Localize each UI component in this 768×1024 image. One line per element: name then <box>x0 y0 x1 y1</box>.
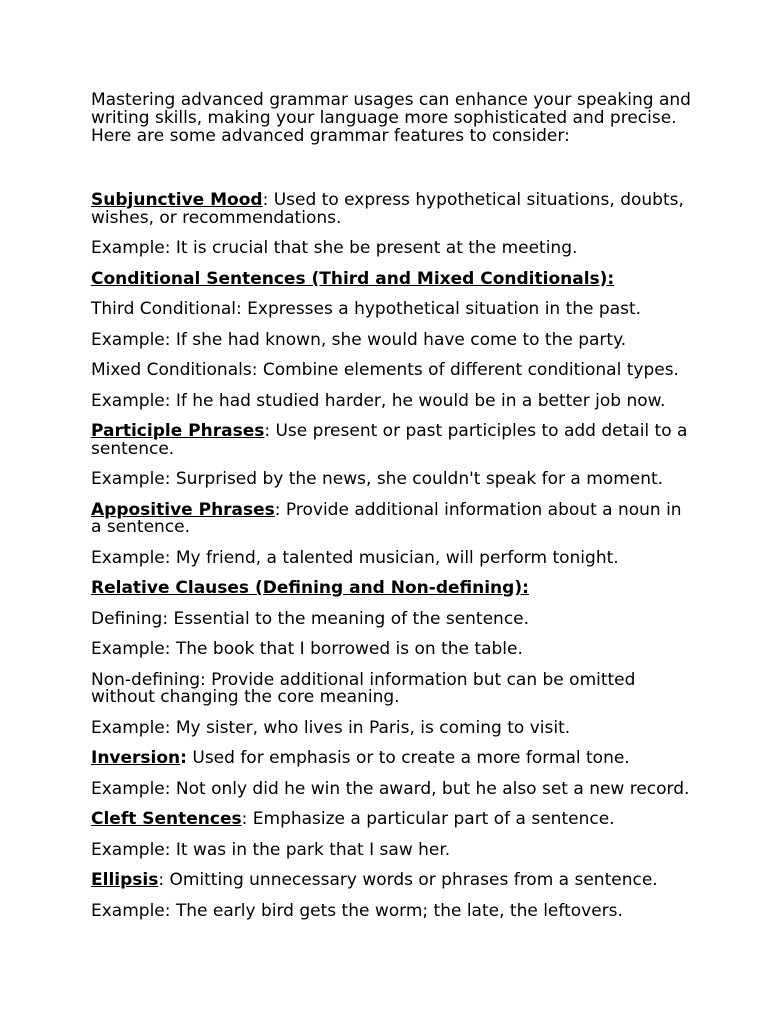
ellipsis-example: Example: The early bird gets the worm; the late, the leftovers. <box>91 900 623 921</box>
ellipsis-desc: : Omitting unnecessary words or phrases from a sentence. <box>158 870 658 890</box>
participle-definition <box>91 423 691 458</box>
appositive-definition <box>91 499 691 537</box>
defining-clause: Defining: Essential to the meaning of the sentence. <box>91 608 530 629</box>
inversion-definition <box>91 750 691 768</box>
cleft-example: Example: It was in the park that I saw her. <box>91 839 451 860</box>
third-conditional: Third Conditional: Expresses a hypothetical situation in the past. <box>91 299 642 319</box>
subjunctive-example: Example: It is crucial that she be present at the meeting. <box>91 238 578 258</box>
ellipsis-term: Ellipsis <box>91 870 159 890</box>
ellipsis-definition <box>91 872 691 890</box>
mixed-conditional-example: Example: If he had studied harder, he would be in a better job now. <box>91 390 666 411</box>
participle-term: Participle Phrases <box>91 421 265 441</box>
document-page <box>91 91 691 933</box>
appositive-term: Appositive Phrases <box>91 499 275 520</box>
subjunctive-definition <box>91 192 691 227</box>
intro-paragraph: Mastering advanced grammar usages can enhance your speaking and writing skills, making your language more sophisticated and precise. Here are some advanced grammar features to consider: <box>91 90 691 146</box>
nondefining-clause: Non-defining: Provide additional information but can be omitted without changing the core meaning. <box>91 669 636 707</box>
grammar-features-list <box>91 192 691 920</box>
cleft-desc: : Emphasize a particular part of a sentence. <box>241 809 615 829</box>
subjunctive-desc: : Used to express hypothetical situations, doubts, wishes, or recommendations. <box>91 190 684 228</box>
mixed-conditional: Mixed Conditionals: Combine elements of different conditional types. <box>91 360 679 380</box>
cleft-term: Cleft Sentences <box>91 809 242 829</box>
conditional-heading: Conditional Sentences (Third and Mixed Conditionals): <box>91 268 615 289</box>
inversion-desc: Used for emphasis or to create a more formal tone. <box>186 748 630 768</box>
inversion-colon: : <box>180 748 187 768</box>
nondefining-clause-example: Example: My sister, who lives in Paris, is coming to visit. <box>91 717 571 738</box>
relative-heading: Relative Clauses (Defining and Non-defining): <box>91 578 529 598</box>
inversion-term: Inversion <box>91 748 181 768</box>
inversion-example: Example: Not only did he win the award, but he also set a new record. <box>91 778 690 799</box>
third-conditional-example: Example: If she had known, she would have come to the party. <box>91 329 627 350</box>
subjunctive-term: Subjunctive Mood <box>91 190 263 210</box>
appositive-desc: : Provide additional information about a noun in a sentence. <box>91 499 682 537</box>
participle-example: Example: Surprised by the news, she couldn't speak for a moment. <box>91 469 664 489</box>
cleft-definition <box>91 811 691 829</box>
defining-clause-example: Example: The book that I borrowed is on the table. <box>91 639 523 659</box>
participle-desc: : Use present or past participles to add detail to a sentence. <box>91 421 688 459</box>
appositive-example: Example: My friend, a talented musician, will perform tonight. <box>91 547 619 568</box>
